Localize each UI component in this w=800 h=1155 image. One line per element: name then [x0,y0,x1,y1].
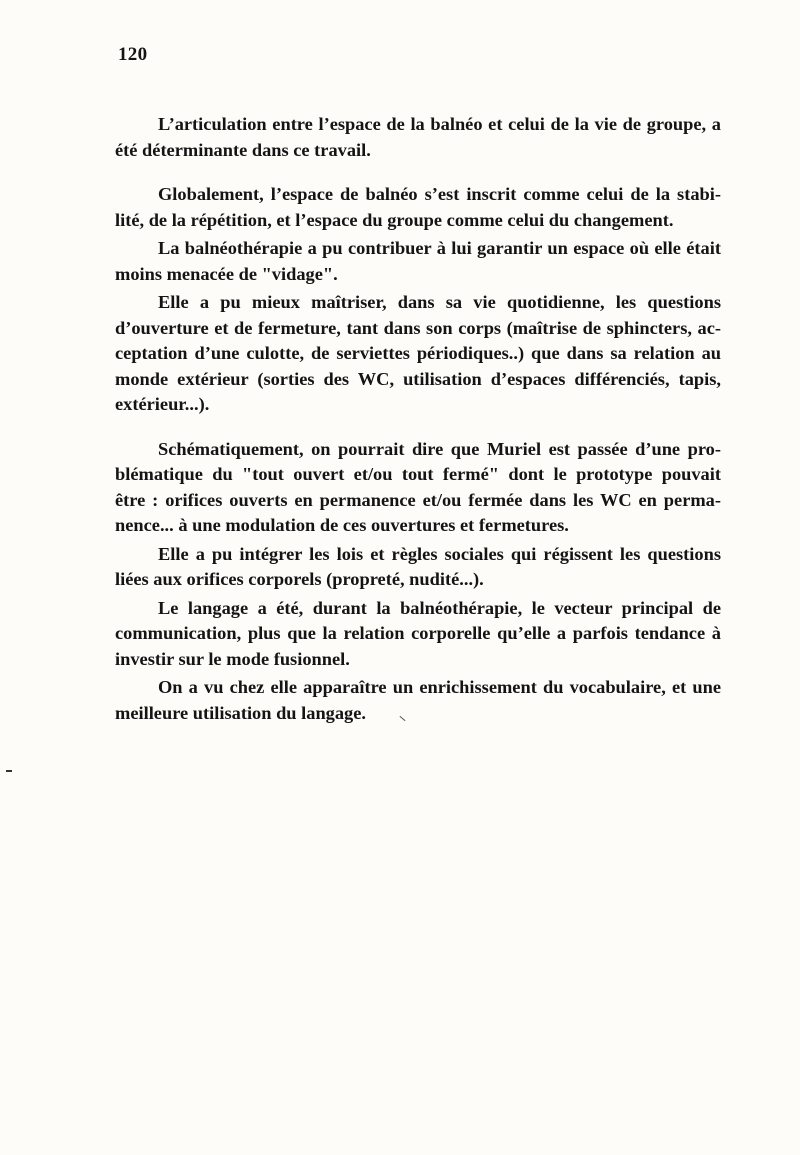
text-line: être : orifices ouverts en permanence et/ou fermée dans les WC en perma- [115,489,721,510]
text-line: d’ouverture et de fermeture, tant dans son corps (maîtrise de sphincters, ac- [115,317,721,338]
text-line: lité, de la répétition, et l’espace du groupe comme celui du changement. [115,209,674,230]
text-line: extérieur...). [115,394,210,414]
text-line: blématique du "tout ouvert et/ou tout fermé" dont le prototype pouvait [115,464,721,484]
text-line: meilleure utilisation du langage. [115,702,367,723]
text-line: Schématiquement, on pourrait dire que Muriel est passée d’une pro- [158,438,721,459]
text-line: La balnéothérapie a pu contribuer à lui garantir un espace où elle était [158,238,721,258]
paragraph [115,182,721,233]
text-line: Elle a pu intégrer les lois et règles sociales qui régissent les questions [158,543,721,564]
paragraph [115,675,721,726]
paragraph [115,290,721,418]
text-line: nence... à une modulation de ces ouvertures et fermetures. [115,515,569,535]
text-line: communication, plus que la relation corporelle qu’elle a parfois tendance à [115,623,721,643]
body-text [115,112,721,726]
text-line: investir sur le mode fusionnel. [115,648,350,669]
paragraph [115,236,721,287]
paragraph [115,596,721,673]
text-line: moins menacée de "vidage". [115,263,338,284]
text-line: Le langage a été, durant la balnéothérapie, le vecteur principal de [158,597,721,618]
text-line: Globalement, l’espace de balnéo s’est inscrit comme celui de la stabi- [158,184,721,204]
page-number: 120 [118,44,148,65]
text-line: On a vu chez elle apparaître un enrichissement du vocabulaire, et une [158,677,721,697]
margin-mark [6,770,12,772]
text-line: été déterminante dans ce travail. [115,139,371,160]
paragraph [115,112,721,163]
text-line: monde extérieur (sorties des WC, utilisation d’espaces différenciés, tapis, [115,368,721,389]
paragraph [115,437,721,539]
text-line: liées aux orifices corporels (propreté, nudité...). [115,569,484,589]
text-line: Elle a pu mieux maîtriser, dans sa vie quotidienne, les questions [158,292,721,312]
text-line: L’articulation entre l’espace de la balnéo et celui de la vie de groupe, a [158,114,721,134]
paragraph [115,542,721,593]
text-line: ceptation d’une culotte, de serviettes périodiques..) que dans sa relation au [115,343,721,363]
